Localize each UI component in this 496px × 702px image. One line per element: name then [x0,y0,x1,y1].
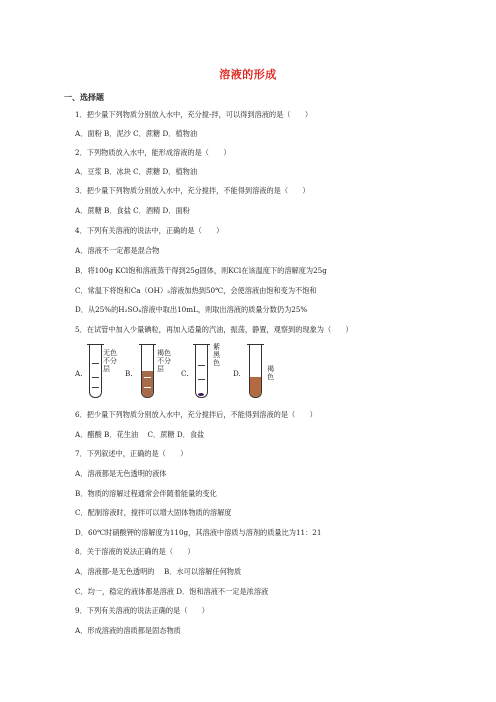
question-line: D．60℃时硝酸钾的溶解度为110g，其溶液中溶质与溶剂的质量比为11：21 [75,528,322,537]
test-tube-a [89,345,102,398]
question-line: A．面粉 B．泥沙 C．蔗糖 D．植物油 [75,129,198,138]
question-line: A．蔗糖 B．食盐 C．酒精 D．面粉 [75,206,190,215]
test-tube-d [249,345,262,398]
question-line: 6．把少量下列物质分别放入水中，充分搅拌后，不能得到溶液的是（ ） [75,410,317,419]
question-line: 7．下列叙述中，正确的是（ ） [75,449,188,458]
option-b-label: B. [125,369,133,378]
question-line: 8．关于溶液的说法正确的是（ ） [75,547,195,556]
question-line: A．溶液都是无色透明的液体 [75,469,167,478]
question-line: 3．把少量下列物质分别放入水中，充分搅拌，不能得到溶液的是（ ） [75,186,310,195]
question-line: B．物质的溶解过程通常会伴随着能量的变化 [75,489,217,498]
test-tube-b [141,345,154,398]
question-line: A．豆浆 B．冰块 C．蔗糖 D．植物油 [75,167,198,176]
test-tube-c [195,345,208,398]
question-line: B．将100g KCl饱和溶液蒸干得到25g固体，则KCl在该温度下的溶解度为25g [75,266,327,275]
option-a-label: A. [75,369,83,378]
question-line: A．溶液不一定都是混合物 [75,246,160,255]
question-line: D．从25%的H₂SO₄溶液中取出10mL，则取出溶液的质量分数仍为25% [75,305,308,314]
question-line: 2．下列物质放入水中，能形成溶液的是（ ） [75,148,231,157]
question-line: C．配制溶液时，搅拌可以增大固体物质的溶解度 [75,508,232,517]
tube-c-label: 紫 黑 色 [213,343,220,367]
test-tube-figure [75,343,295,399]
question-line: C．常温下将饱和Ca（OH）₂溶液加热到50℃，会使溶液由饱和变为不饱和 [75,286,317,295]
question-line: 9．下列有关溶液的说法正确的是（ ） [75,606,209,615]
question-line: 5．在试管中加入少量碘粒，再加入适量的汽油，振荡，静置，观察到的现象为（ ） [75,325,353,334]
question-line: 1．把少量下列物质分别放入水中，充分搅-拌，可以得到溶液的是（ ） [75,110,313,119]
tube-b-label: 褐色 不分 层 [157,349,171,373]
option-d-label: D. [233,369,241,378]
page-title: 溶液的形成 [219,68,277,81]
question-line: A．溶液都-是无色透明的 B．水可以溶解任何物质 [75,567,242,576]
question-line: C．均一，稳定的液体都是溶液 D．饱和溶液不一定是浓溶液 [75,587,269,596]
question-line: 4．下列有关溶液的说法中，正确的是（ ） [75,226,224,235]
tube-a-label: 无色 不分 层 [103,349,117,373]
tube-d-label: 褐 色 [267,365,274,381]
option-c-label: C. [181,369,189,378]
section-heading: 一、选择题 [64,92,104,102]
question-line: A．醋酸 B．花生油 C．蔗糖 D．食盐 [75,430,205,439]
question-line: A．形成溶液的溶质都是固态物质 [75,626,181,635]
